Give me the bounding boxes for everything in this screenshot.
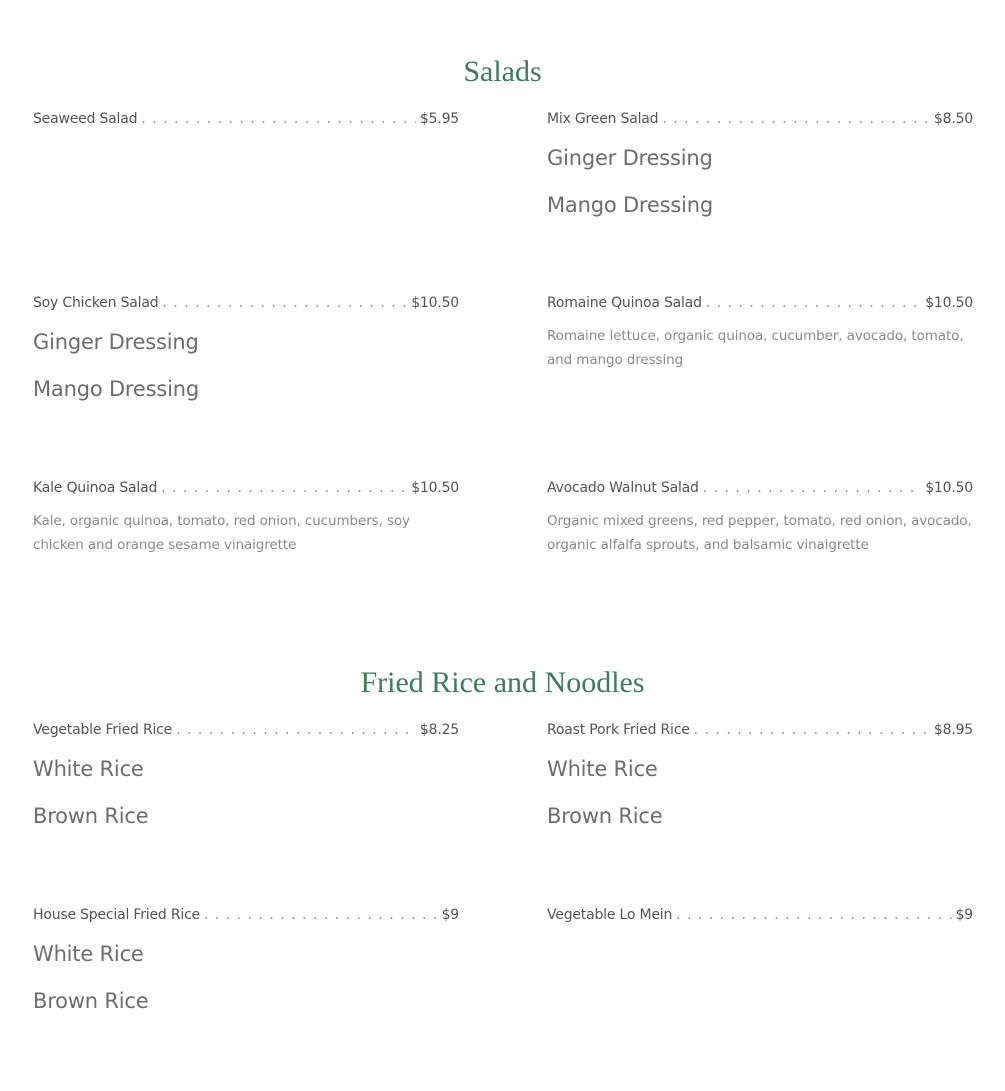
item-name: Roast Pork Fried Rice <box>547 722 690 738</box>
dot-leader <box>706 293 921 313</box>
menu-item-header <box>547 109 973 129</box>
option-ginger-dressing[interactable]: Ginger Dressing <box>547 146 713 170</box>
option-brown-rice[interactable]: Brown Rice <box>547 804 663 828</box>
dot-leader <box>162 293 407 313</box>
item-name: Vegetable Fried Rice <box>33 722 173 738</box>
item-price: $8.25 <box>419 722 459 738</box>
option-brown-rice[interactable]: Brown Rice <box>33 989 149 1013</box>
option-brown-rice[interactable]: Brown Rice <box>33 804 149 828</box>
item-price: $8.50 <box>933 111 973 127</box>
menu-item-seaweed-salad[interactable] <box>33 109 459 129</box>
menu-item-header <box>33 109 459 129</box>
dot-leader <box>662 109 930 129</box>
menu-item-vegetable-lo-mein[interactable] <box>547 905 973 925</box>
item-price: $9 <box>441 907 459 923</box>
menu-item-mix-green-salad[interactable] <box>547 109 973 217</box>
menu-item-kale-quinoa-salad[interactable] <box>33 478 459 557</box>
item-price: $10.50 <box>925 480 973 496</box>
dot-leader <box>694 720 930 740</box>
dot-leader <box>176 720 416 740</box>
item-description: Organic mixed greens, red pepper, tomato, red onion, avocado, organic alfalfa sprouts, and balsamic vinaigrette <box>547 513 972 553</box>
item-name: Seaweed Salad <box>33 111 138 127</box>
menu-item-house-special-fried-rice[interactable] <box>33 905 459 1013</box>
menu-item-header <box>547 293 973 313</box>
item-name: Avocado Walnut Salad <box>547 480 699 496</box>
menu-item-romaine-quinoa-salad[interactable] <box>547 293 973 372</box>
option-white-rice[interactable]: White Rice <box>547 757 658 781</box>
item-name: Mix Green Salad <box>547 111 659 127</box>
item-price: $10.50 <box>411 295 459 311</box>
item-name: Vegetable Lo Mein <box>547 907 673 923</box>
dot-leader <box>141 109 416 129</box>
item-name: Romaine Quinoa Salad <box>547 295 702 311</box>
dot-leader <box>676 905 951 925</box>
menu-item-header <box>547 478 973 498</box>
menu-item-header <box>547 720 973 740</box>
menu-item-vegetable-fried-rice[interactable] <box>33 720 459 828</box>
item-price: $8.95 <box>933 722 973 738</box>
item-name: Kale Quinoa Salad <box>33 480 158 496</box>
menu-item-header <box>547 905 973 925</box>
menu-item-avocado-walnut-salad[interactable] <box>547 478 973 557</box>
item-options <box>547 757 973 828</box>
item-name: Soy Chicken Salad <box>33 295 159 311</box>
option-white-rice[interactable]: White Rice <box>33 942 144 966</box>
item-options <box>33 757 459 828</box>
item-price: $9 <box>955 907 973 923</box>
dot-leader <box>161 478 407 498</box>
menu-item-header <box>33 293 459 313</box>
option-mango-dressing[interactable]: Mango Dressing <box>33 377 199 401</box>
section-title-salads: Salads <box>463 55 542 88</box>
option-mango-dressing[interactable]: Mango Dressing <box>547 193 713 217</box>
option-ginger-dressing[interactable]: Ginger Dressing <box>33 330 199 354</box>
item-price: $10.50 <box>925 295 973 311</box>
item-description: Romaine lettuce, organic quinoa, cucumber, avocado, tomato, and mango dressing <box>547 328 964 368</box>
menu-item-roast-pork-fried-rice[interactable] <box>547 720 973 828</box>
dot-leader <box>204 905 438 925</box>
item-description: Kale, organic quinoa, tomato, red onion, cucumbers, soy chicken and orange sesame vinaigrette <box>33 513 410 553</box>
item-price: $5.95 <box>419 111 459 127</box>
item-price: $10.50 <box>411 480 459 496</box>
menu-item-header <box>33 720 459 740</box>
item-name: House Special Fried Rice <box>33 907 200 923</box>
item-options <box>33 330 459 401</box>
section-title-fried-rice-and-noodles: Fried Rice and Noodles <box>360 666 645 699</box>
item-options <box>33 942 459 1013</box>
item-options <box>547 146 973 217</box>
menu-item-header <box>33 478 459 498</box>
dot-leader <box>703 478 921 498</box>
menu-item-header <box>33 905 459 925</box>
option-white-rice[interactable]: White Rice <box>33 757 144 781</box>
menu-item-soy-chicken-salad[interactable] <box>33 293 459 401</box>
